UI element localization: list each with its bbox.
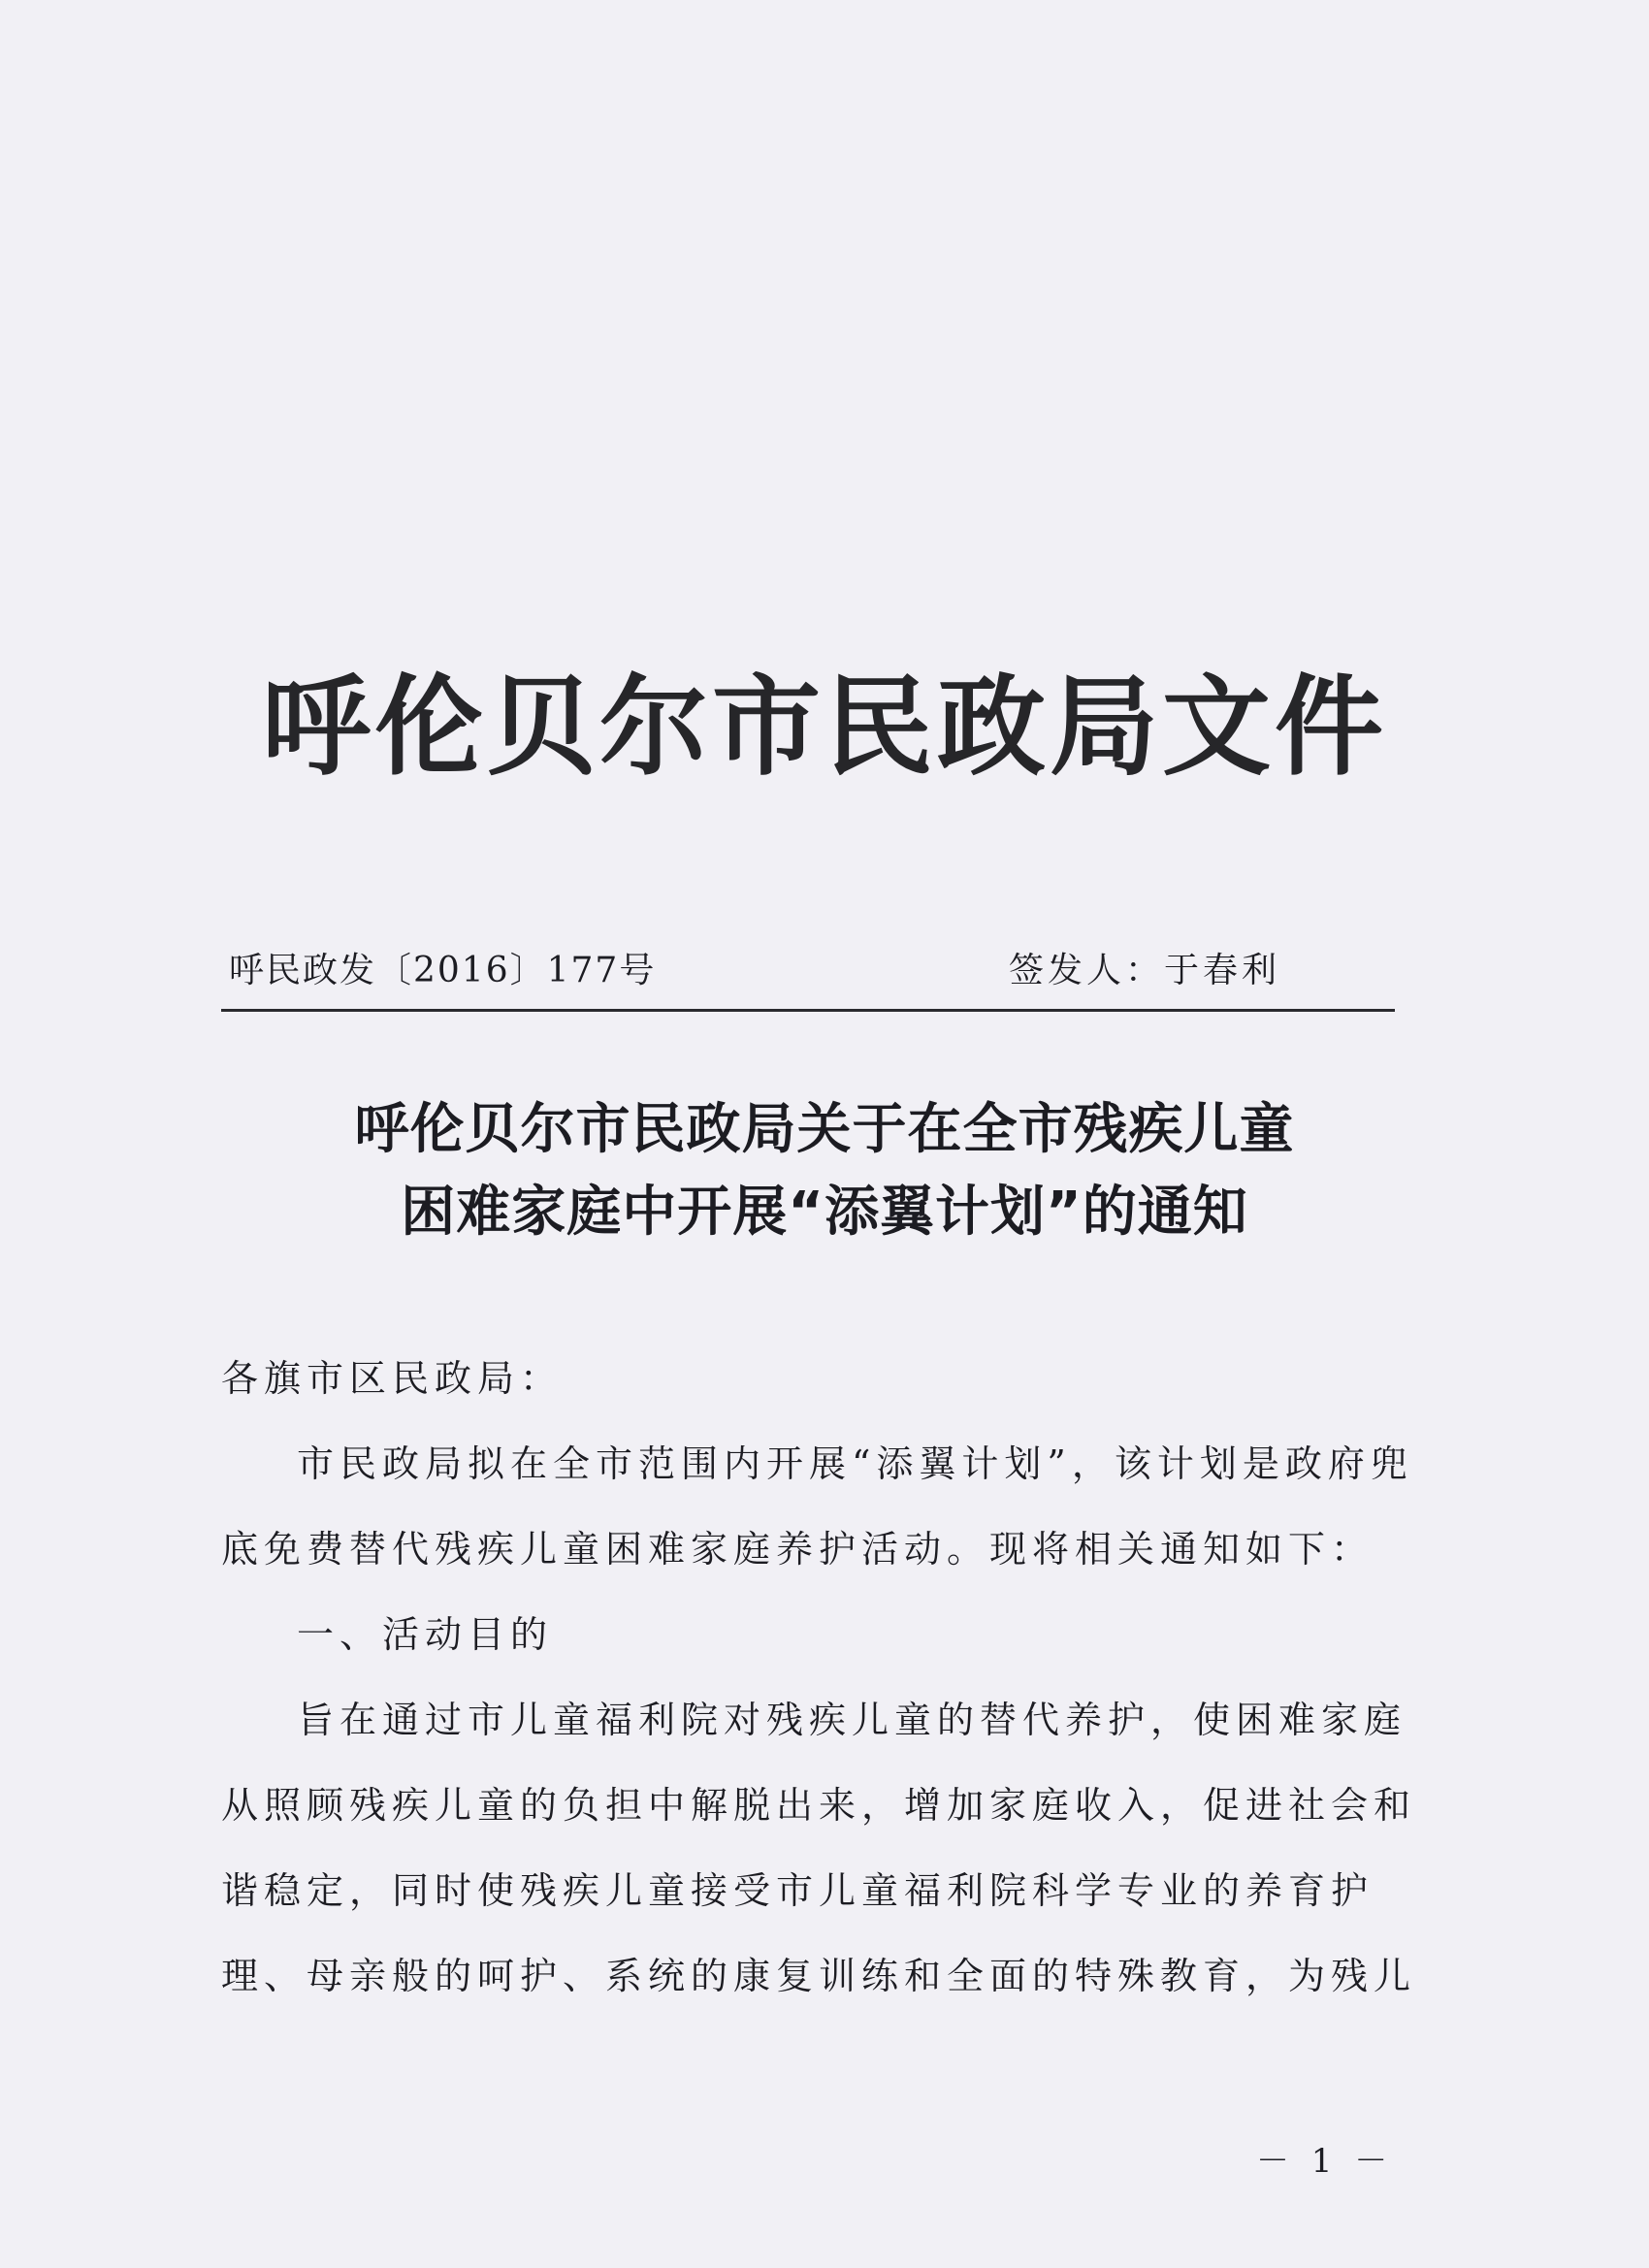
document-header: 呼伦贝尔市民政局文件 [262,664,1387,791]
salutation: 各旗市区民政局： [221,1357,564,1400]
page-number: － 1 － [1256,2142,1394,2181]
paragraph-line: 谐稳定，同时使残疾儿童接受市儿童福利院科学专业的养育护 [221,1869,1374,1912]
paragraph-line: 理、母亲般的呵护、系统的康复训练和全面的特殊教育，为残儿 [221,1955,1417,1997]
section-heading: 一、活动目的 [297,1613,554,1656]
issuer-signature: 签发人：于春利 [1008,951,1280,990]
paragraph-line: 旨在通过市儿童福利院对残疾儿童的替代养护，使困难家庭 [297,1699,1407,1741]
paragraph-line: 底免费替代残疾儿童困难家庭养护活动。现将相关通知如下： [221,1528,1374,1571]
document-title-line-1: 呼伦贝尔市民政局关于在全市残疾儿童 [354,1098,1295,1161]
header-divider [221,1009,1395,1012]
paragraph-line: 从照顾残疾儿童的负担中解脱出来，增加家庭收入，促进社会和 [221,1784,1417,1827]
document-number: 呼民政发〔2016〕177号 [229,951,657,990]
document-title-line-2: 困难家庭中开展“添翼计划”的通知 [401,1181,1248,1244]
paragraph-line: 市民政局拟在全市范围内开展“添翼计划”，该计划是政府兜 [297,1442,1413,1485]
